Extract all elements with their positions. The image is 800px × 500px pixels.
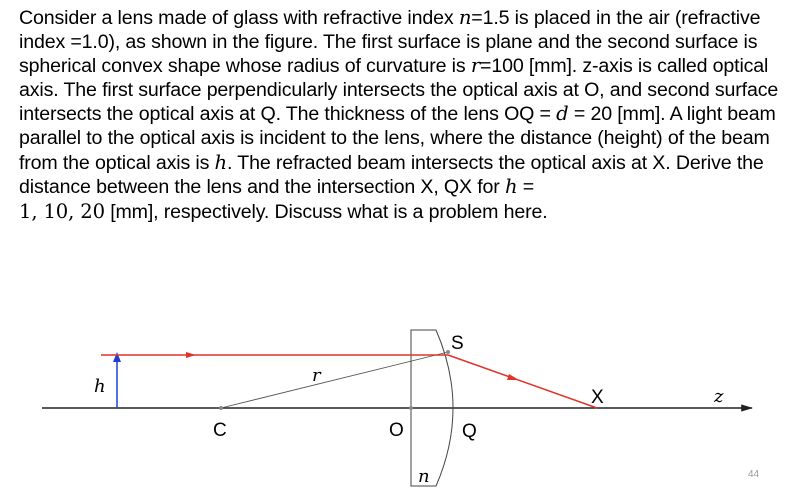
problem-text-part-6: [mm], respectively. Discuss what is a problem here. <box>104 200 548 223</box>
label-z: z <box>714 386 724 407</box>
label-X: X <box>591 387 604 408</box>
page-number: 44 <box>748 469 760 480</box>
label-r: r <box>312 365 321 386</box>
height-variable-2: h <box>504 175 518 199</box>
label-n: n <box>418 466 430 487</box>
height-values: 1, 10, 20 <box>19 199 105 223</box>
problem-text-part-5: . The refracted beam intersects the optical axis at X. Derive the distance between the lens and the intersection X, QX for <box>19 151 764 199</box>
point-S-marker <box>446 350 450 354</box>
label-S: S <box>451 333 464 354</box>
problem-text-part-3: =100 [mm]. z-axis is called optical axis. The first surface perpendicularly intersects the optical axis at O, and second surface intersects the optical axis at Q. The thickness of the lens OQ = <box>19 55 779 126</box>
center-of-curvature-point <box>219 406 223 410</box>
refracted-beam <box>448 355 597 408</box>
radius-variable: r <box>470 54 481 78</box>
problem-text-part-2: =1.5 is placed in the air (refractive index =1.0), as shown in the figure. The first surface is plane and the second surface is spherical convex shape whose radius of curvature is <box>19 7 761 78</box>
height-arrow-head <box>113 352 121 362</box>
label-Q: Q <box>462 421 477 442</box>
refractive-index-variable: n <box>458 6 472 29</box>
equals-sign: = <box>517 176 535 199</box>
label-C: C <box>213 420 227 441</box>
problem-text-part-1: Consider a lens made of glass with refractive index <box>19 7 459 29</box>
point-O-marker <box>409 406 413 410</box>
thickness-variable: d <box>556 102 569 126</box>
radius-line <box>221 352 448 408</box>
label-h: h <box>94 376 106 397</box>
label-O: O <box>389 420 404 441</box>
refracted-beam-arrowhead <box>507 374 519 380</box>
height-variable: h <box>214 150 228 174</box>
incident-beam-arrowhead <box>186 352 196 358</box>
problem-text-part-4: = 20 [mm]. A light beam parallel to the optical axis is incident to the lens, where the distance (height) of the beam from the optical axis is <box>19 103 776 174</box>
